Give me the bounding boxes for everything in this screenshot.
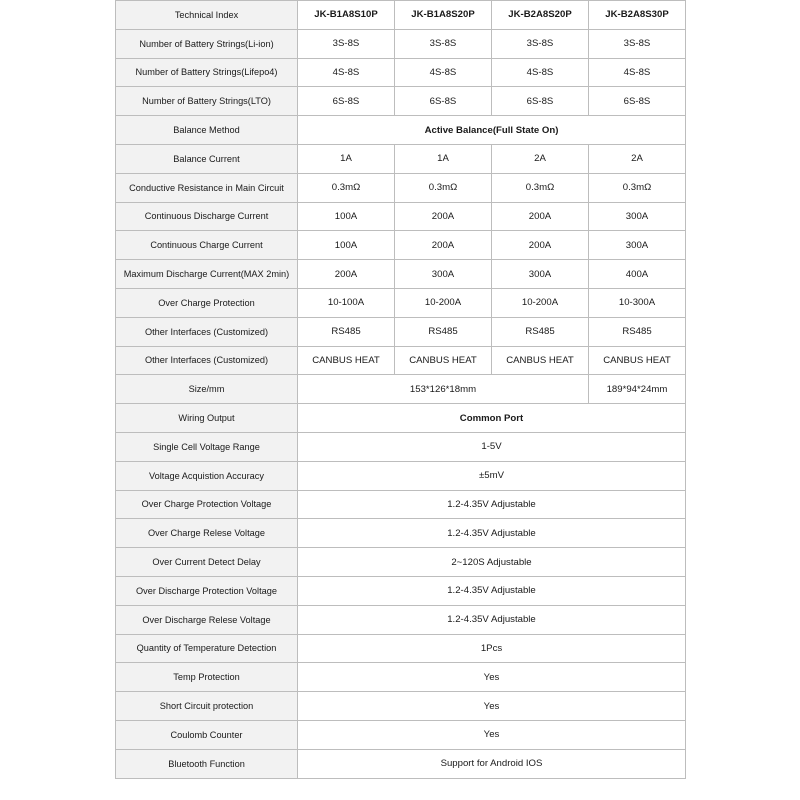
cell-value: 200A — [492, 202, 589, 231]
cell-value: CANBUS HEAT — [395, 346, 492, 375]
cell-value: 300A — [395, 260, 492, 289]
cell-value: 100A — [298, 231, 395, 260]
table-row — [116, 288, 686, 317]
cell-value: 4S-8S — [298, 58, 395, 87]
cell-value: 0.3mΩ — [395, 173, 492, 202]
cell-value: 4S-8S — [395, 58, 492, 87]
row-label: Maximum Discharge Current(MAX 2min) — [116, 260, 298, 289]
cell-value: 189*94*24mm — [589, 375, 686, 404]
cell-value: CANBUS HEAT — [298, 346, 395, 375]
cell-value: 10-200A — [492, 288, 589, 317]
row-label: Number of Battery Strings(LTO) — [116, 87, 298, 116]
cell-value: 1.2-4.35V Adjustable — [298, 490, 686, 519]
cell-value: 200A — [298, 260, 395, 289]
table-row — [116, 490, 686, 519]
table-row — [116, 260, 686, 289]
cell-value: Yes — [298, 692, 686, 721]
table-row — [116, 346, 686, 375]
cell-value: 0.3mΩ — [298, 173, 395, 202]
cell-value: 1.2-4.35V Adjustable — [298, 576, 686, 605]
table-row — [116, 116, 686, 145]
cell-value: RS485 — [589, 317, 686, 346]
table-row — [116, 87, 686, 116]
cell-value: 3S-8S — [492, 29, 589, 58]
row-label: Other Interfaces (Customized) — [116, 346, 298, 375]
cell-value: 1-5V — [298, 432, 686, 461]
cell-value: CANBUS HEAT — [492, 346, 589, 375]
cell-value: 3S-8S — [298, 29, 395, 58]
row-label: Other Interfaces (Customized) — [116, 317, 298, 346]
cell-value: 10-300A — [589, 288, 686, 317]
cell-value: Active Balance(Full State On) — [298, 116, 686, 145]
model-header: JK-B2A8S30P — [589, 1, 686, 30]
cell-value: Yes — [298, 720, 686, 749]
cell-value: 2A — [492, 144, 589, 173]
row-label: Bluetooth Function — [116, 749, 298, 778]
cell-value: Support for Android IOS — [298, 749, 686, 778]
cell-value: 1Pcs — [298, 634, 686, 663]
row-label: Over Charge Relese Voltage — [116, 519, 298, 548]
row-label: Over Charge Protection — [116, 288, 298, 317]
table-row — [116, 144, 686, 173]
row-label: Temp Protection — [116, 663, 298, 692]
model-header: JK-B1A8S10P — [298, 1, 395, 30]
table-row — [116, 317, 686, 346]
row-label: Wiring Output — [116, 404, 298, 433]
cell-value: Yes — [298, 663, 686, 692]
cell-value: 1A — [298, 144, 395, 173]
table-row — [116, 231, 686, 260]
cell-value: 3S-8S — [395, 29, 492, 58]
row-label: Over Current Detect Delay — [116, 548, 298, 577]
row-label: Coulomb Counter — [116, 720, 298, 749]
table-row — [116, 173, 686, 202]
cell-value: ±5mV — [298, 461, 686, 490]
table-row — [116, 749, 686, 778]
cell-value: 300A — [589, 231, 686, 260]
cell-value: 6S-8S — [492, 87, 589, 116]
cell-value: 400A — [589, 260, 686, 289]
table-row — [116, 720, 686, 749]
table-row — [116, 576, 686, 605]
table-row — [116, 519, 686, 548]
cell-value: 0.3mΩ — [589, 173, 686, 202]
header-label: Technical Index — [116, 1, 298, 30]
table-row — [116, 202, 686, 231]
table-row — [116, 634, 686, 663]
table-row — [116, 375, 686, 404]
model-header: JK-B2A8S20P — [492, 1, 589, 30]
table-row — [116, 58, 686, 87]
cell-value: 1.2-4.35V Adjustable — [298, 605, 686, 634]
cell-value: RS485 — [298, 317, 395, 346]
cell-value: 200A — [395, 231, 492, 260]
cell-value: RS485 — [395, 317, 492, 346]
row-label: Number of Battery Strings(Lifepo4) — [116, 58, 298, 87]
cell-value: 200A — [395, 202, 492, 231]
row-label: Short Circuit protection — [116, 692, 298, 721]
cell-value: 4S-8S — [492, 58, 589, 87]
row-label: Number of Battery Strings(Li-ion) — [116, 29, 298, 58]
model-header: JK-B1A8S20P — [395, 1, 492, 30]
row-label: Size/mm — [116, 375, 298, 404]
cell-value: CANBUS HEAT — [589, 346, 686, 375]
table-row — [116, 692, 686, 721]
table-row — [116, 461, 686, 490]
row-label: Conductive Resistance in Main Circuit — [116, 173, 298, 202]
cell-value: 4S-8S — [589, 58, 686, 87]
table-row — [116, 29, 686, 58]
cell-value: 153*126*18mm — [298, 375, 589, 404]
cell-value: 100A — [298, 202, 395, 231]
table-row — [116, 605, 686, 634]
cell-value: 0.3mΩ — [492, 173, 589, 202]
cell-value: Common Port — [298, 404, 686, 433]
cell-value: 6S-8S — [589, 87, 686, 116]
cell-value: 10-100A — [298, 288, 395, 317]
cell-value: 3S-8S — [589, 29, 686, 58]
cell-value: 1A — [395, 144, 492, 173]
cell-value: 6S-8S — [395, 87, 492, 116]
row-label: Continuous Discharge Current — [116, 202, 298, 231]
cell-value: 2~120S Adjustable — [298, 548, 686, 577]
cell-value: 2A — [589, 144, 686, 173]
cell-value: 200A — [492, 231, 589, 260]
table-row — [116, 548, 686, 577]
row-label: Balance Method — [116, 116, 298, 145]
cell-value: 1.2-4.35V Adjustable — [298, 519, 686, 548]
row-label: Over Charge Protection Voltage — [116, 490, 298, 519]
row-label: Over Discharge Protection Voltage — [116, 576, 298, 605]
table-row — [116, 404, 686, 433]
row-label: Over Discharge Relese Voltage — [116, 605, 298, 634]
table-row — [116, 432, 686, 461]
row-label: Single Cell Voltage Range — [116, 432, 298, 461]
row-label: Voltage Acquistion Accuracy — [116, 461, 298, 490]
cell-value: 300A — [589, 202, 686, 231]
cell-value: 300A — [492, 260, 589, 289]
cell-value: 10-200A — [395, 288, 492, 317]
table-header-row — [116, 1, 686, 30]
row-label: Balance Current — [116, 144, 298, 173]
cell-value: RS485 — [492, 317, 589, 346]
cell-value: 6S-8S — [298, 87, 395, 116]
row-label: Continuous Charge Current — [116, 231, 298, 260]
row-label: Quantity of Temperature Detection — [116, 634, 298, 663]
table-row — [116, 663, 686, 692]
spec-table — [115, 0, 686, 779]
